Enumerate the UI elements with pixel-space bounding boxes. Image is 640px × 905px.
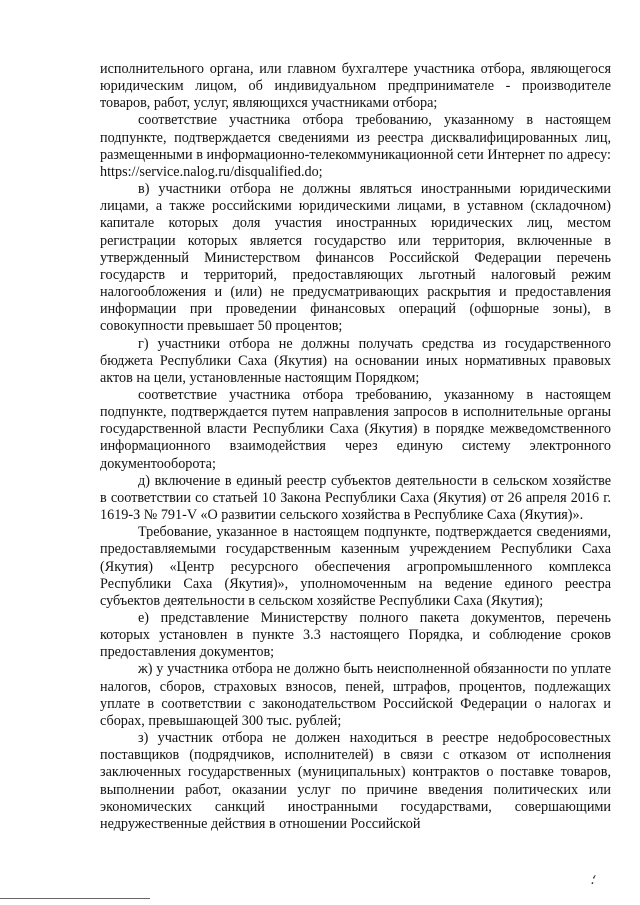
page-mark: ؛ <box>590 873 595 888</box>
paragraph: исполнительного органа, или главном бухгалтере участника отбора, являющегося юридическим лицом, об индивидуальном предпринимателе - производителе товаров, работ, услуг, являющихся участниками отбора; <box>100 61 611 112</box>
paragraph: Требование, указанное в настоящем подпункте, подтверждается сведениями, предоставляемыми государственным казенным учреждением Республики Саха (Якутия) «Центр ресурсного обеспечения агропромышленного комплекса Республики Саха (Якутия)», уполномоченным на ведение единого реестра субъектов деятельности в сельском хозяйстве Республики Саха (Якутия); <box>100 524 611 609</box>
paragraph: соответствие участника отбора требованию, указанному в настоящем подпункте, подтверждается сведениями из реестра дисквалифицированных лиц, размещенными в информационно-телекоммуникационной сети Интернет по адресу: https://service.nalog.ru/disqualified.do; <box>100 112 611 180</box>
paragraph: в) участники отбора не должны являться иностранными юридическими лицами, а также российскими юридическими лицами, в уставном (складочном) капитале которых доля участия иностранных юридических лиц, местом регистрации которых является государство или территория, включенные в утвержденный Министерством финансов Российской Федерации перечень государств и территорий, предоставляющих льготный налоговый режим налогообложения и (или) не предусматривающих раскрытия и предоставления информации при проведении финансовых операций (офшорные зоны), в совокупности превышает 50 процентов; <box>100 181 611 335</box>
paragraph: з) участник отбора не должен находиться в реестре недобросовестных поставщиков (подрядчиков, исполнителей) в связи с отказом от исполнения заключенных государственных (муниципальных) контрактов о поставке товаров, выполнении работ, оказании услуг по причине введения политических или экономических санкций иностранными государствами, совершающими недружественные действия в отношении Российской <box>100 730 611 832</box>
paragraph: ж) у участника отбора не должно быть неисполненной обязанности по уплате налогов, сборов, страховых взносов, пеней, штрафов, процентов, подлежащих уплате в соответствии с законодательством Российской Федерации о налогах и сборах, превышающей 300 тыс. рублей; <box>100 661 611 729</box>
paragraph: д) включение в единый реестр субъектов деятельности в сельском хозяйстве в соответствии со статьей 10 Закона Республики Саха (Якутия) от 26 апреля 2016 г. 1619-З № 791-V «О развитии сельского хозяйства в Республике Саха (Якутия)». <box>100 472 611 524</box>
paragraph: е) представление Министерству полного пакета документов, перечень которых установлен в пункте 3.3 настоящего Порядка, и соблюдение сроков предоставления документов; <box>100 610 611 661</box>
document-body <box>100 61 611 833</box>
footer-rule <box>0 898 150 899</box>
paragraph: соответствие участника отбора требованию, указанному в настоящем подпункте, подтверждается путем направления запросов в исполнительные органы государственной власти Республики Саха (Якутия) в порядке межведомственного информационного взаимодействия через единую систему электронного документооборота; <box>100 386 611 472</box>
paragraph: г) участники отбора не должны получать средства из государственного бюджета Республики Саха (Якутия) на основании иных нормативных правовых актов на цели, установленные настоящим Порядком; <box>100 335 611 386</box>
